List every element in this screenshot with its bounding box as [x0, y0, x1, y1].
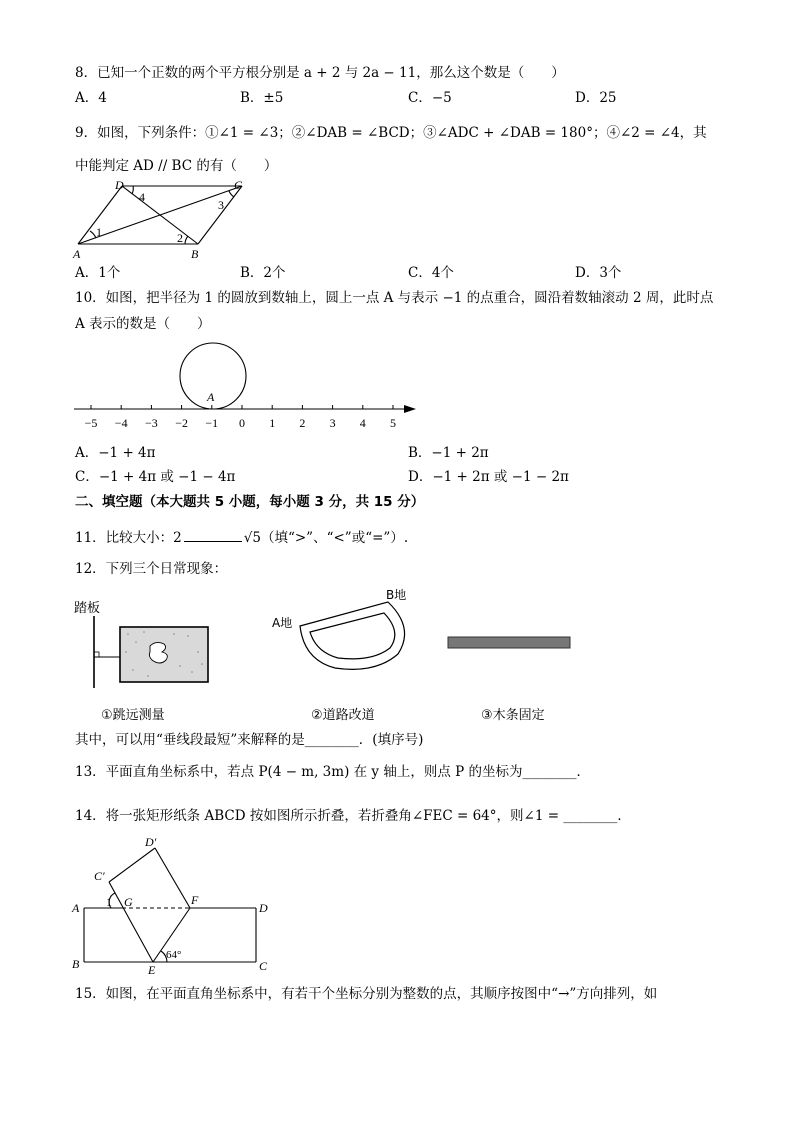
- q12-long-jump-figure: [88, 612, 218, 692]
- wood-strip: [448, 637, 570, 648]
- label-e: E: [148, 963, 156, 977]
- axis-tick-label: 4: [359, 416, 366, 430]
- axis-tick-label: 5: [390, 416, 396, 430]
- board-label: 踏板: [74, 601, 101, 616]
- axis-tick-label: 0: [239, 416, 245, 430]
- q10-stem-line1: 10．如图，把半径为 1 的圆放到数轴上，圆上一点 A 与表示 −1 的点重合，圆沿着数轴滚动 2 周，此时点: [75, 290, 714, 306]
- label-angle-1: 1: [106, 895, 112, 909]
- axis-tick-label: −5: [84, 416, 98, 430]
- label-b: B: [191, 247, 199, 261]
- label-a: A: [72, 901, 80, 915]
- q12-wood-strip-figure: [446, 635, 572, 651]
- q15-text: 15．如图，在平面直角坐标系中，有若干个坐标分别为整数的点，其顺序按图中“→”方向排列，如: [75, 986, 658, 1002]
- q11-line: [75, 528, 408, 547]
- q9-option-a: A．1个: [75, 265, 121, 281]
- axis-arrow: [404, 405, 416, 413]
- label-angle-2: 2: [177, 231, 183, 245]
- label-angle-64: 64°: [166, 949, 182, 961]
- axis-tick-label: −3: [145, 416, 158, 430]
- label-b: B: [72, 957, 80, 971]
- axis-tick-label: 1: [269, 416, 276, 430]
- q9-stem-line1: 9．如图，下列条件：①∠1 = ∠3；②∠DAB = ∠BCD；③∠ADC + ∠DAB = 180°；④∠2 = ∠4，其: [75, 125, 707, 141]
- label-c: C: [259, 959, 268, 973]
- caption-road: ②道路改道: [311, 708, 375, 723]
- axis-tick-label: −1: [205, 416, 219, 430]
- place-b-label: B地: [386, 588, 407, 602]
- place-a-label: A地: [272, 616, 293, 630]
- label-d-prime: D′: [145, 835, 157, 849]
- edge-c-prime-d-prime: [109, 848, 155, 882]
- axis-tick-label: −4: [114, 416, 128, 430]
- q9-stem-line2: 中能判定 AD // BC 的有（ ）: [75, 158, 278, 174]
- angle-4-arc: [132, 186, 133, 194]
- label-g: G: [124, 895, 133, 909]
- edge-d-prime-f: [155, 848, 190, 908]
- q12-stem: 12．下列三个日常现象：: [75, 561, 228, 577]
- q10-option-d: D．−1 + 2π 或 −1 − 2π: [408, 469, 569, 485]
- caption-wood-strip: ③木条固定: [481, 708, 545, 723]
- side-cb: [198, 186, 242, 244]
- section2-title: 二、填空题（本大题共 5 小题，每小题 3 分，共 15 分）: [75, 494, 425, 510]
- footprint: [149, 642, 167, 663]
- q13-text: 13．平面直角坐标系中，若点 P(4 − m, 3m) 在 y 轴上，则点 P 的坐标为________．: [75, 764, 591, 780]
- label-f: F: [191, 893, 199, 907]
- edge-c-prime-e: [109, 882, 153, 962]
- q10-stem-line2: A 表示的数是（ ）: [75, 316, 211, 332]
- q8-option-a: A．4: [75, 90, 107, 106]
- q9-option-b: B．2个: [240, 265, 286, 281]
- q12-road-figure: [290, 598, 420, 678]
- q8-option-c: C．−5: [408, 90, 452, 106]
- q10-option-b: B．−1 + 2π: [408, 445, 489, 461]
- point-a-label: A: [207, 390, 215, 404]
- axis-tick-label: 2: [299, 416, 306, 430]
- q14-text: 14．将一张矩形纸条 ABCD 按如图所示折叠，若折叠角∠FEC = 64°，则∠1 = ________．: [75, 808, 631, 824]
- q11-prefix: 11．比较大小：2: [75, 530, 182, 546]
- q10-option-c: C．−1 + 4π 或 −1 − 4π: [75, 469, 236, 485]
- label-d: D: [259, 901, 268, 915]
- q11-suffix: √5（填“>”、“<”或“=”）.: [243, 530, 409, 546]
- q8-option-d: D．25: [575, 90, 617, 106]
- axis-tick-label: 3: [329, 416, 336, 430]
- caption-long-jump: ①跳远测量: [101, 708, 165, 723]
- q11-blank: [184, 528, 242, 542]
- q9-option-d: D．3个: [575, 265, 622, 281]
- q10-number-line-figure: [70, 338, 422, 438]
- q12-answer-line: 其中，可以用“垂线段最短”来解释的是________．(填序号): [75, 732, 424, 748]
- label-c: C: [234, 178, 243, 192]
- label-angle-4: 4: [139, 190, 145, 204]
- q14-fold-figure: [70, 834, 280, 980]
- label-angle-1: 1: [96, 225, 102, 239]
- label-d: D: [115, 178, 124, 192]
- axis-tick-label: −2: [175, 416, 188, 430]
- q9-parallelogram-figure: [70, 176, 250, 262]
- label-angle-3: 3: [218, 198, 224, 212]
- q8-option-b: B．±5: [240, 90, 284, 106]
- q9-option-c: C．4个: [408, 265, 454, 281]
- angle-2-arc: [185, 236, 188, 244]
- diagonal-db: [122, 186, 198, 244]
- label-c-prime: C′: [94, 869, 105, 883]
- q8-stem: 8．已知一个正数的两个平方根分别是 a + 2 与 2a − 11，那么这个数是（ ）: [75, 65, 565, 81]
- label-a: A: [73, 247, 81, 261]
- q10-option-a: A．−1 + 4π: [75, 445, 156, 461]
